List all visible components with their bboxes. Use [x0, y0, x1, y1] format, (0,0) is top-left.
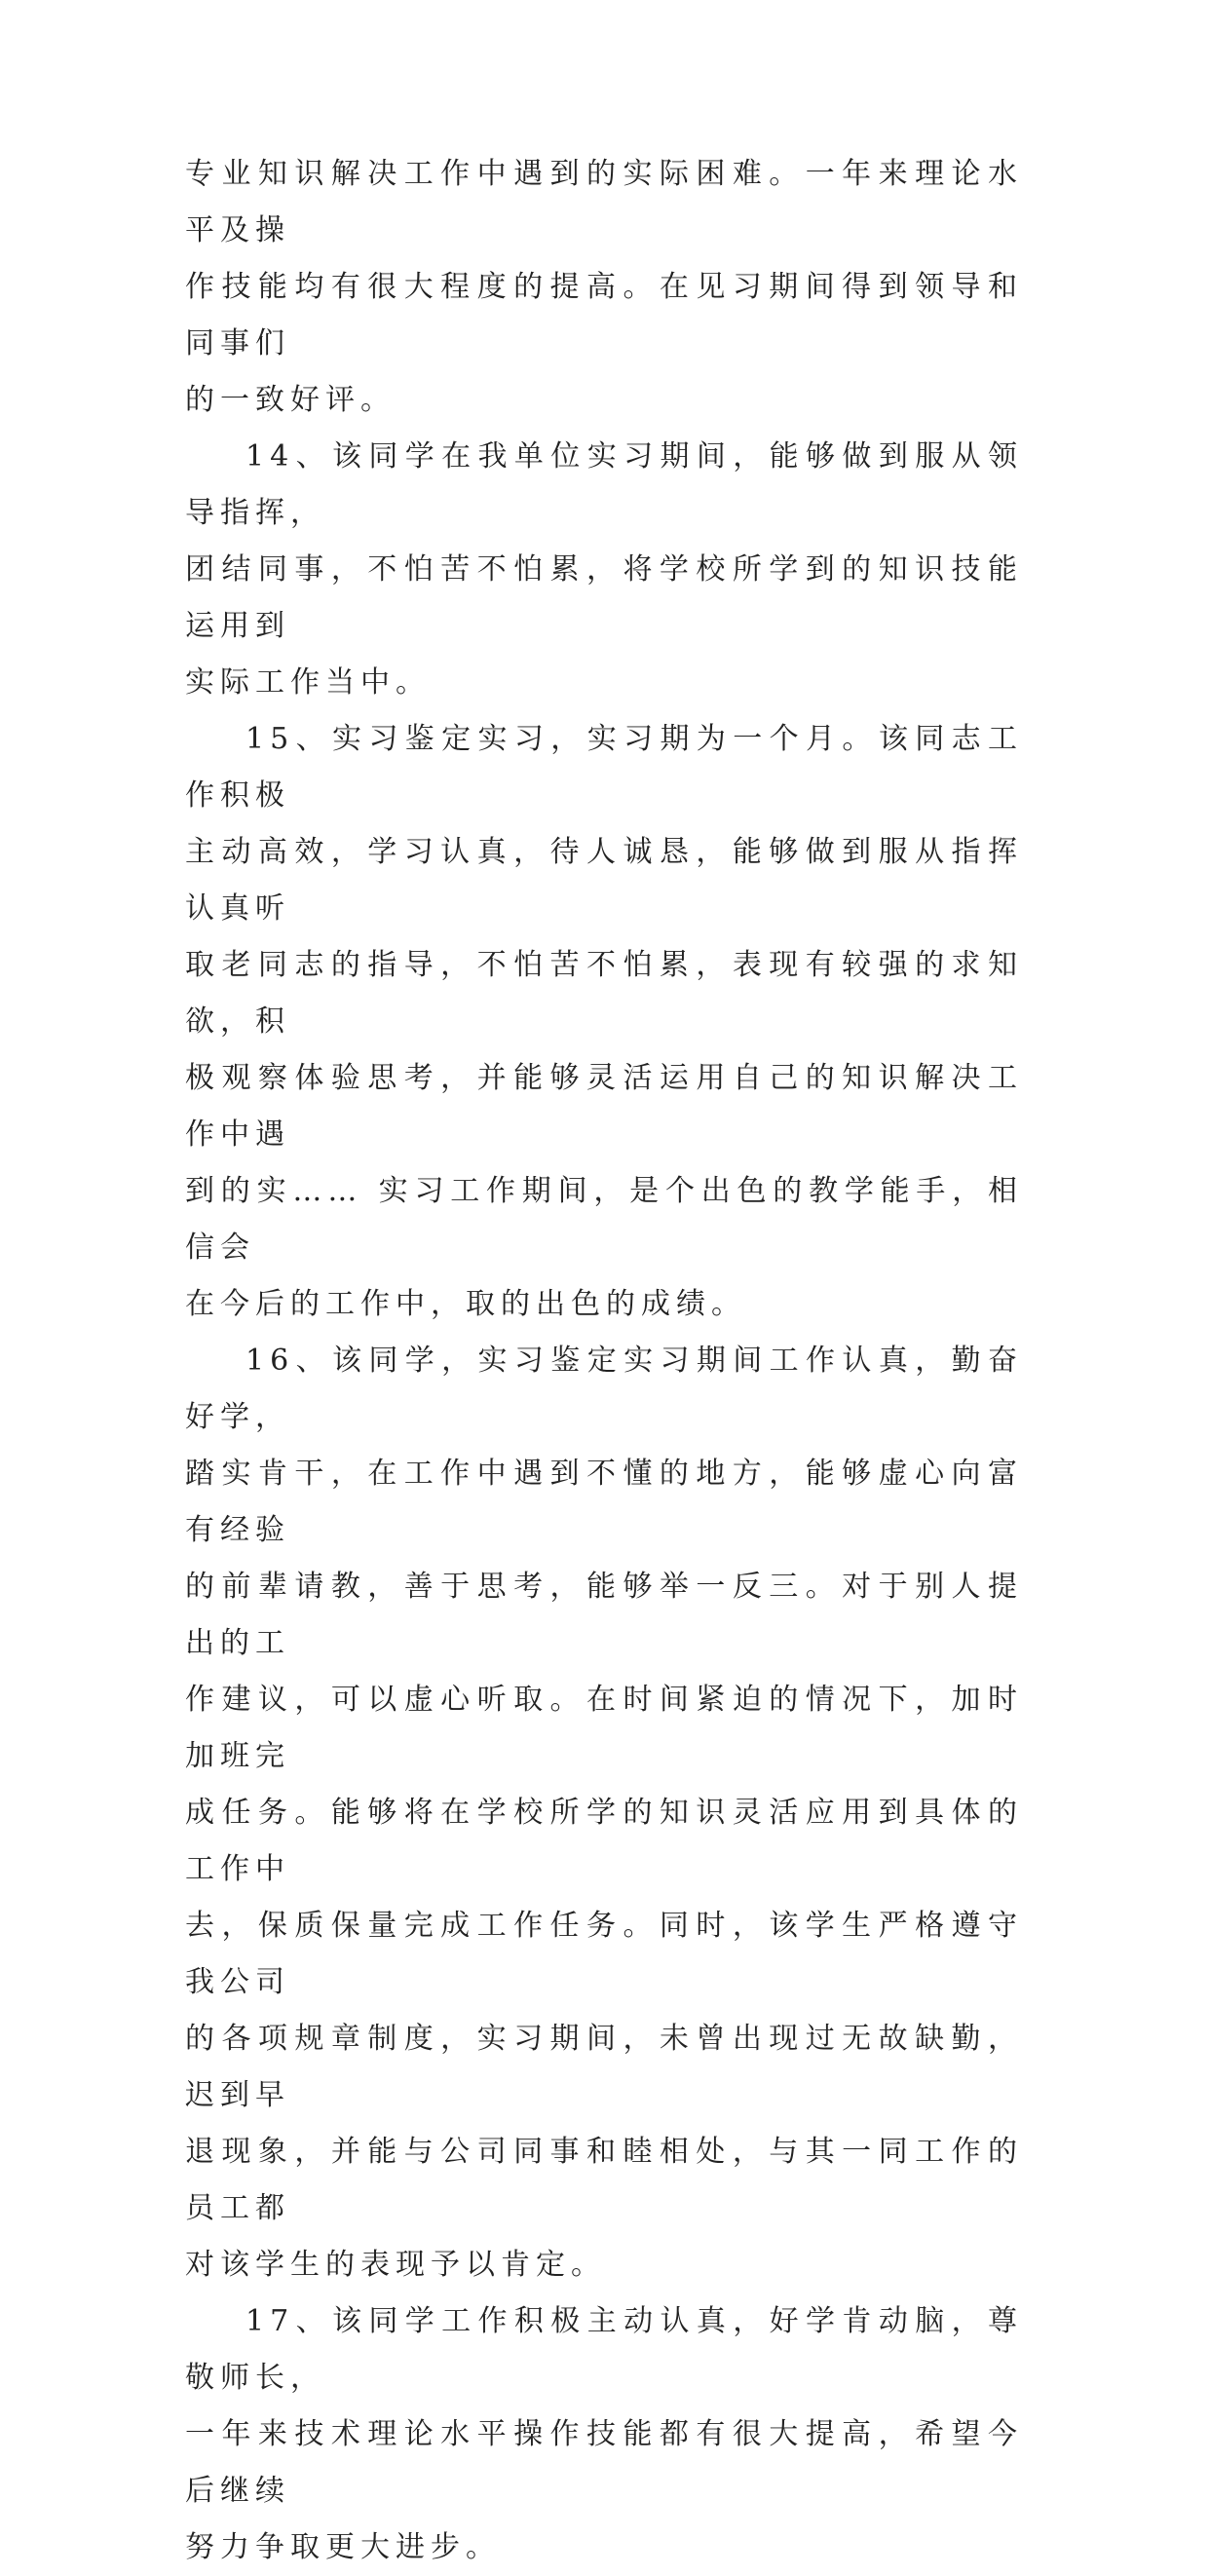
paragraph-16: [185, 1333, 1023, 2293]
paragraph-continuation: [185, 146, 1023, 429]
text-line: 主动高效，学习认真，待人诚恳，能够做到服从指挥认真听: [185, 835, 1023, 926]
paragraph-17: [185, 2293, 1023, 2576]
text-line: 的前辈请教，善于思考，能够举一反三。对于别人提出的工: [185, 1570, 1023, 1660]
text-line: 取老同志的指导，不怕苦不怕累，表现有较强的求知欲，积: [185, 948, 1023, 1039]
text-line: 踏实肯干，在工作中遇到不懂的地方，能够虚心向富有经验: [185, 1457, 1023, 1547]
text-line: 17、该同学工作积极主动认真，好学肯动脑，尊敬师长，: [185, 2304, 1023, 2395]
text-line: 努力争取更大进步。: [185, 2530, 501, 2564]
paragraph-15: [185, 711, 1023, 1333]
text-line: 成任务。能够将在学校所学的知识灵活应用到具体的工作中: [185, 1796, 1023, 1886]
text-line: 实际工作当中。: [185, 665, 431, 700]
text-line: 一年来技术理论水平操作技能都有很大提高，希望今后继续: [185, 2417, 1023, 2508]
text-line: 作建议，可以虚心听取。在时间紧迫的情况下，加时加班完: [185, 1683, 1023, 1773]
text-line: 去，保质保量完成工作任务。同时，该学生严格遵守我公司: [185, 1909, 1023, 1999]
text-line: 16、该同学，实习鉴定实习期间工作认真，勤奋好学，: [185, 1344, 1023, 1434]
text-line: 作技能均有很大程度的提高。在见习期间得到领导和同事们: [185, 270, 1023, 360]
text-line: 专业知识解决工作中遇到的实际困难。一年来理论水平及操: [185, 157, 1023, 247]
text-line: 退现象，并能与公司同事和睦相处，与其一同工作的员工都: [185, 2135, 1023, 2225]
text-line: 团结同事，不怕苦不怕累，将学校所学到的知识技能运用到: [185, 552, 1023, 643]
text-line: 14、该同学在我单位实习期间，能够做到服从领导指挥，: [185, 439, 1023, 530]
text-line: 的一致好评。: [185, 383, 396, 417]
text-line: 的各项规章制度，实习期间，未曾出现过无故缺勤，迟到早: [185, 2022, 1023, 2112]
document-body: [185, 146, 1023, 2576]
text-line: 对该学生的表现予以肯定。: [185, 2248, 606, 2282]
text-line: 在今后的工作中，取的出色的成绩。: [185, 1287, 746, 1321]
paragraph-14: [185, 429, 1023, 711]
text-line: 到的实…… 实习工作期间，是个出色的教学能手，相信会: [185, 1174, 1023, 1265]
text-line: 极观察体验思考，并能够灵活运用自己的知识解决工作中遇: [185, 1061, 1023, 1152]
text-line: 15、实习鉴定实习，实习期为一个月。该同志工作积极: [185, 722, 1023, 813]
